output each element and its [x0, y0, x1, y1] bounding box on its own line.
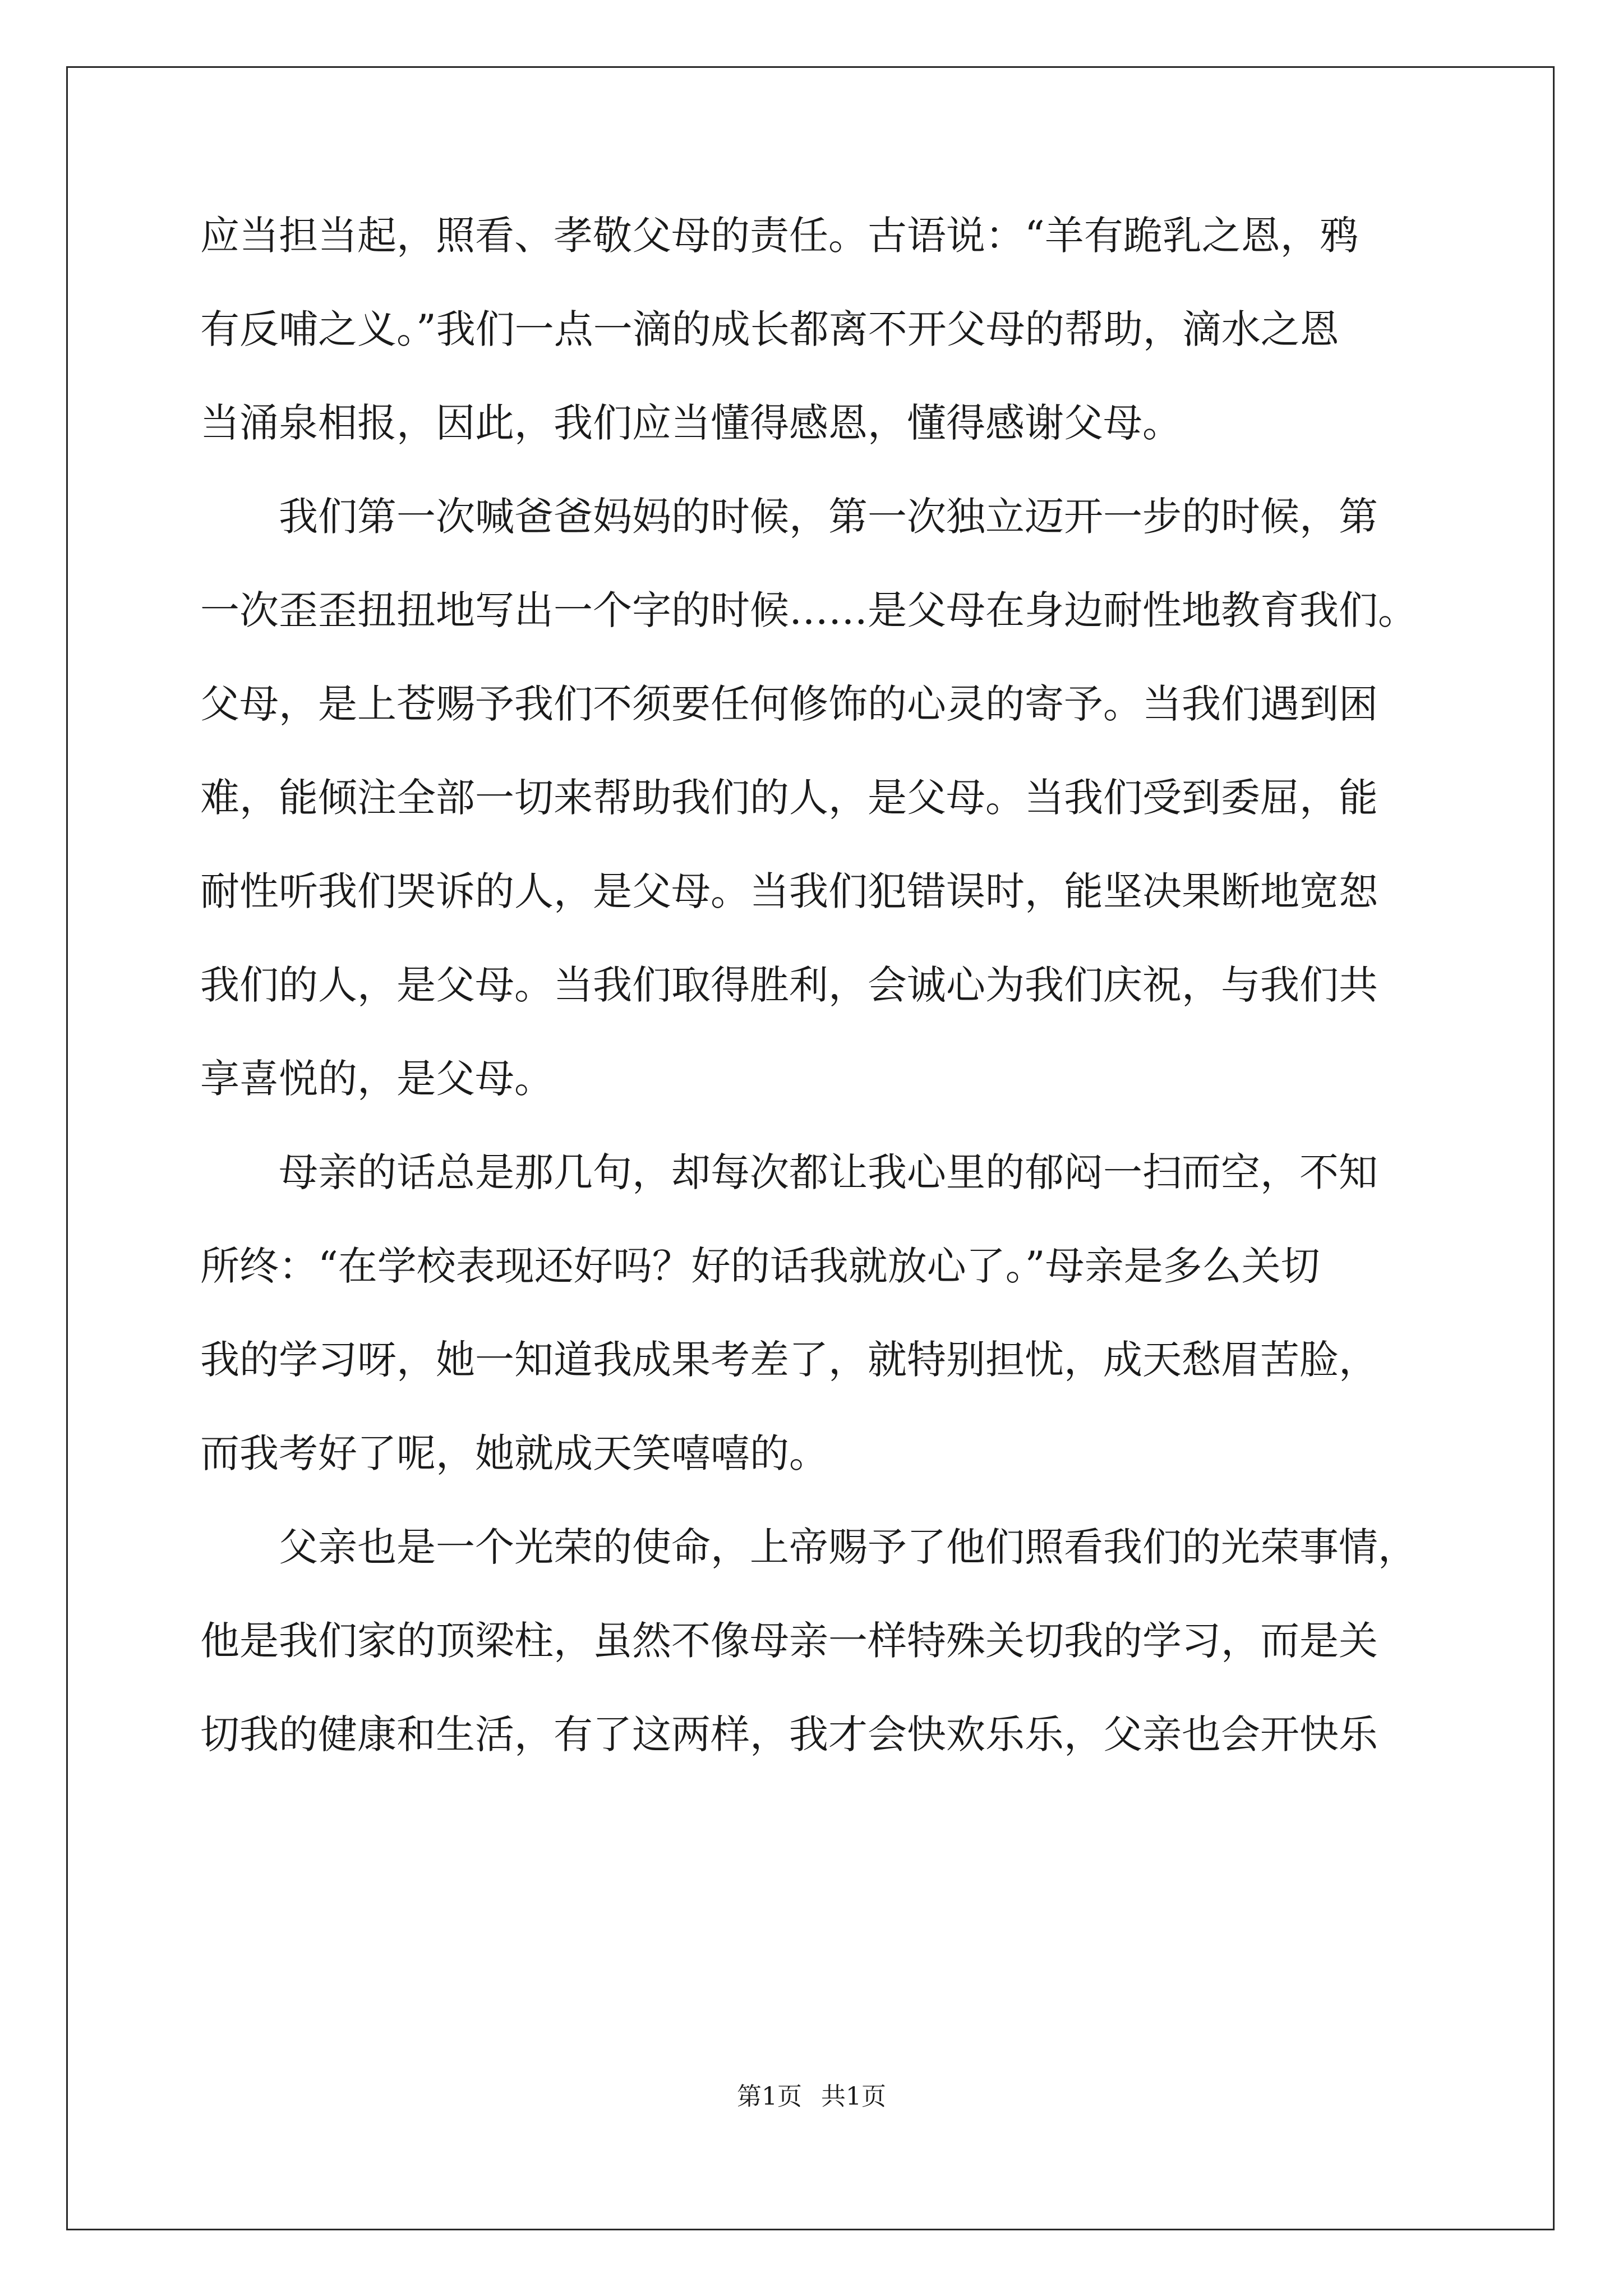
page-total: 共1页: [821, 2082, 886, 2111]
text-line: 我的学习呀，她一知道我成果考差了，就特别担忧，成天愁眉苦脸，: [200, 1337, 1378, 1383]
text-line: 我们的人，是父母。当我们取得胜利，会诚心为我们庆祝，与我们共: [200, 962, 1378, 1008]
text-line: 母亲的话总是那几句，却每次都让我心里的郁闷一扫而空，不知: [200, 1149, 1378, 1195]
text-line: 所终：“在学校表现还好吗？好的话我就放心了。”母亲是多么关切: [200, 1243, 1320, 1289]
text-line: 耐性听我们哭诉的人，是父母。当我们犯错误时，能坚决果断地宽恕: [200, 868, 1378, 914]
text-line: 父亲也是一个光荣的使命，上帝赐予了他们照看我们的光荣事情，: [200, 1524, 1417, 1570]
text-line: 切我的健康和生活，有了这两样，我才会快欢乐乐，父亲也会开快乐: [200, 1711, 1378, 1757]
text-line: 当涌泉相报，因此，我们应当懂得感恩，懂得感谢父母。: [200, 400, 1182, 446]
text-line: 难，能倾注全部一切来帮助我们的人，是父母。当我们受到委屈，能: [200, 775, 1378, 821]
text-line: 享喜悦的，是父母。: [200, 1056, 554, 1102]
text-line: 有反哺之义。”我们一点一滴的成长都离不开父母的帮助，滴水之恩: [200, 306, 1339, 352]
page-number: 第1页: [737, 2082, 802, 2111]
page-footer: [0, 2081, 1623, 2113]
text-line: 他是我们家的顶梁柱，虽然不像母亲一样特殊关切我的学习，而是关: [200, 1618, 1378, 1664]
text-line: 父母，是上苍赐予我们不须要任何修饰的心灵的寄予。当我们遇到困: [200, 681, 1378, 727]
text-line: 应当担当起，照看、孝敬父母的责任。古语说：“羊有跪乳之恩，鸦: [200, 213, 1359, 259]
text-line: 一次歪歪扭扭地写出一个字的时候……是父母在身边耐性地教育我们。: [200, 587, 1417, 633]
text-line: 我们第一次喊爸爸妈妈的时候，第一次独立迈开一步的时候，第: [200, 494, 1378, 540]
text-line: 而我考好了呢，她就成天笑嘻嘻的。: [200, 1430, 828, 1476]
